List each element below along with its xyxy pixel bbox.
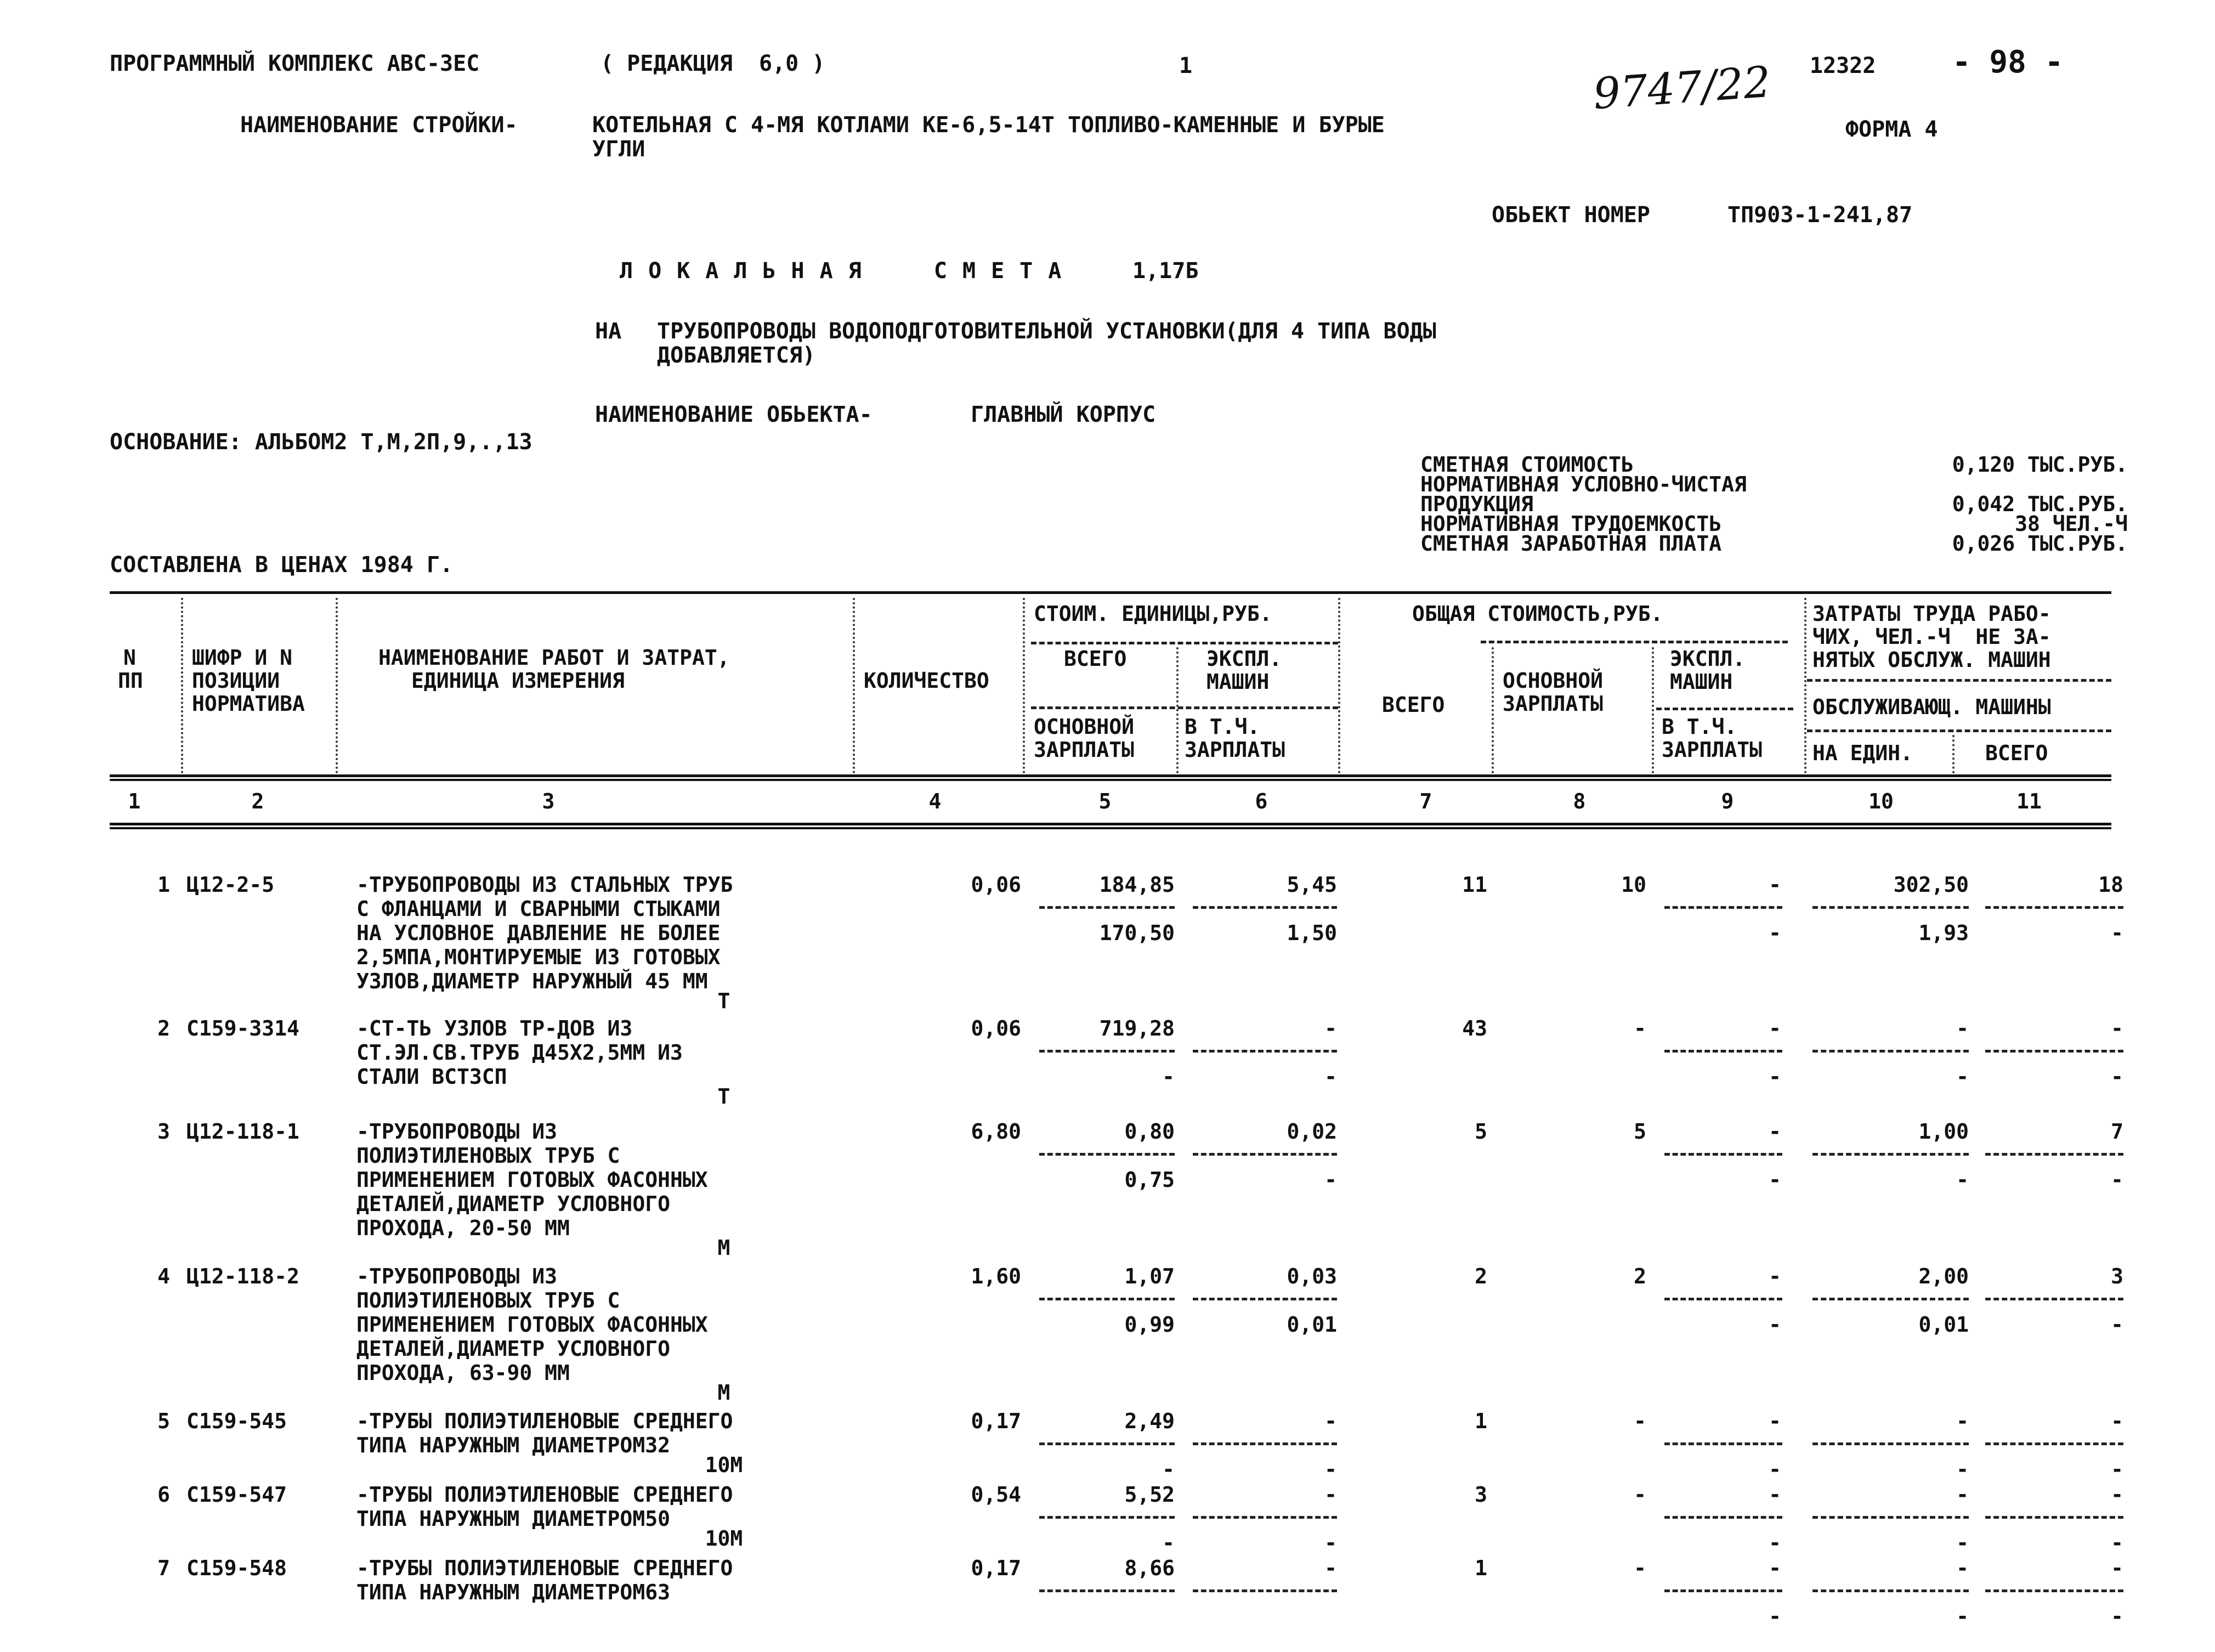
cell-separator	[1193, 1153, 1337, 1156]
row-description: ПОЛИЭТИЛЕНОВЫХ ТРУБ С	[356, 1288, 620, 1312]
head-desc-1: НАИМЕНОВАНИЕ РАБОТ И ЗАТРАТ,	[378, 646, 730, 670]
row-number: 1	[157, 873, 170, 897]
column-number: 6	[1255, 789, 1268, 813]
row-unit-incl-wage: -	[1324, 1531, 1337, 1555]
row-machine-labor-per-unit: -	[1956, 1457, 1969, 1481]
row-description: -СТ-ТЬ УЗЛОВ ТР-ДОВ ИЗ	[356, 1016, 633, 1040]
cell-separator	[1812, 1153, 1969, 1156]
cell-separator	[1812, 906, 1969, 909]
column-number: 2	[251, 789, 264, 813]
row-description: С ФЛАНЦАМИ И СВАРНЫМИ СТЫКАМИ	[356, 897, 721, 921]
row-unit-machines: -	[1324, 1409, 1337, 1433]
row-total: 43	[1462, 1016, 1487, 1040]
row-machine-labor-total: -	[2111, 1065, 2123, 1089]
cell-separator	[1985, 1153, 2123, 1156]
summary-label: СМЕТНАЯ ЗАРАБОТНАЯ ПЛАТА	[1420, 531, 1722, 556]
row-unit-wage: -	[1162, 1065, 1175, 1089]
row-unit: М	[717, 1381, 730, 1405]
row-unit-wage: 0,75	[1124, 1168, 1175, 1192]
row-unit-incl-wage: -	[1324, 1457, 1337, 1481]
row-code: Ц12-2-5	[186, 873, 275, 897]
row-description: СТ.ЭЛ.СВ.ТРУБ Д45Х2,5ММ ИЗ	[356, 1040, 683, 1065]
column-number: 1	[128, 789, 141, 813]
row-unit-total: 2,49	[1124, 1409, 1175, 1433]
object-value: ТП903-1-241,87	[1727, 202, 1913, 228]
cell-separator	[1193, 1298, 1337, 1300]
row-quantity: 1,60	[971, 1264, 1021, 1288]
cell-separator	[1193, 906, 1337, 909]
row-total-wage: 2	[1634, 1264, 1646, 1288]
row-total-wage: -	[1634, 1016, 1646, 1040]
program-name: ПРОГРАММНЫЙ КОМПЛЕКС АВС-3ЕС	[110, 51, 480, 76]
on-value-cont: ДОБАВЛЯЕТСЯ)	[657, 343, 815, 368]
row-total-machines: -	[1769, 1119, 1781, 1144]
cell-separator	[1039, 1442, 1175, 1445]
summary-label: СМЕТНАЯ СТОИМОСТЬ	[1420, 452, 1634, 477]
build-label: НАИМЕНОВАНИЕ СТРОЙКИ-	[240, 112, 518, 138]
row-labor-total: -	[2111, 1409, 2123, 1433]
row-labor-total: -	[2111, 1016, 2123, 1040]
head-qty: КОЛИЧЕСТВО	[864, 669, 989, 693]
row-machine-labor-per-unit: 0,01	[1918, 1312, 1969, 1337]
cell-separator	[1812, 1050, 1969, 1053]
row-description: ПРИМЕНЕНИЕМ ГОТОВЫХ ФАСОННЫХ	[356, 1312, 708, 1337]
head-unit-mach-2: МАШИН	[1206, 670, 1270, 694]
row-description: ТИПА НАРУЖНЫМ ДИАМЕТРОМ32	[356, 1433, 670, 1457]
row-total-wage: -	[1634, 1483, 1646, 1507]
doc-title-number: 1,17Б	[1132, 258, 1199, 284]
column-number: 4	[928, 789, 942, 813]
row-unit-total: 184,85	[1099, 873, 1175, 897]
head-total-incl-2: ЗАРПЛАТЫ	[1662, 738, 1763, 762]
object-name-value: ГЛАВНЫЙ КОРПУС	[971, 402, 1156, 427]
row-total-wage: -	[1634, 1409, 1646, 1433]
row-unit-incl-wage: -	[1324, 1065, 1337, 1089]
row-unit-machines: 5,45	[1287, 873, 1337, 897]
cell-separator	[1812, 1589, 1969, 1592]
row-number: 5	[157, 1409, 170, 1433]
row-labor-total: -	[2111, 1556, 2123, 1580]
row-total-machines: -	[1769, 1483, 1781, 1507]
cell-separator	[1039, 1050, 1175, 1053]
row-unit-total: 1,07	[1124, 1264, 1175, 1288]
cell-separator	[1812, 1442, 1969, 1445]
column-number: 3	[542, 789, 555, 813]
row-unit-wage: -	[1162, 1531, 1175, 1555]
row-description: ПРОХОДА, 63-90 ММ	[356, 1361, 570, 1385]
head-pp: ПП	[118, 669, 143, 693]
row-quantity: 0,54	[971, 1483, 1021, 1507]
row-description: ДЕТАЛЕЙ,ДИАМЕТР УСЛОВНОГО	[356, 1337, 670, 1361]
row-machine-labor-total: -	[2111, 1531, 2123, 1555]
row-unit-machines: -	[1324, 1556, 1337, 1580]
cell-separator	[1193, 1516, 1337, 1519]
row-total-incl-wage: -	[1769, 1168, 1781, 1192]
head-total-mach-1: ЭКСПЛ.	[1670, 647, 1746, 671]
row-machine-labor-total: -	[2111, 921, 2123, 945]
row-total: 2	[1475, 1264, 1487, 1288]
row-machine-labor-total: -	[2111, 1312, 2123, 1337]
row-unit-wage: 170,50	[1099, 921, 1175, 945]
row-total: 3	[1475, 1483, 1487, 1507]
head-code-1: ШИФР И N	[192, 646, 293, 670]
cell-separator	[1039, 906, 1175, 909]
head-per-unit: НА ЕДИН.	[1812, 741, 1913, 765]
row-description: НА УСЛОВНОЕ ДАВЛЕНИЕ НЕ БОЛЕЕ	[356, 921, 721, 945]
row-labor-per-unit: -	[1956, 1483, 1969, 1507]
cell-separator	[1664, 1589, 1782, 1592]
cell-separator	[1193, 1050, 1337, 1053]
row-unit-machines: 0,03	[1287, 1264, 1337, 1288]
summary-value: 0,120 ТЫС.РУБ.	[1952, 452, 2128, 477]
head-code-3: НОРМАТИВА	[192, 692, 305, 716]
head-total-all: ВСЕГО	[1382, 693, 1445, 717]
edition: ( РЕДАКЦИЯ 6,0 )	[601, 51, 825, 76]
cell-separator	[1985, 1050, 2123, 1053]
row-number: 6	[157, 1483, 170, 1507]
row-total: 5	[1475, 1119, 1487, 1144]
row-description: -ТРУБОПРОВОДЫ ИЗ СТАЛЬНЫХ ТРУБ	[356, 873, 733, 897]
column-number: 10	[1868, 789, 1894, 813]
row-total-machines: -	[1769, 1556, 1781, 1580]
row-machine-labor-total: -	[2111, 1457, 2123, 1481]
row-unit-machines: 0,02	[1287, 1119, 1337, 1144]
row-total-wage: -	[1634, 1556, 1646, 1580]
row-quantity: 0,17	[971, 1556, 1021, 1580]
cell-separator	[1039, 1153, 1175, 1156]
head-labor-sub: ОБСЛУЖИВАЮЩ. МАШИНЫ	[1812, 695, 2051, 719]
row-description: -ТРУБОПРОВОДЫ ИЗ	[356, 1264, 558, 1288]
row-unit-incl-wage: 0,01	[1287, 1312, 1337, 1337]
cell-separator	[1985, 1589, 2123, 1592]
summary-label: НОРМАТИВНАЯ УСЛОВНО-ЧИСТАЯ	[1420, 472, 1747, 496]
cell-separator	[1985, 1516, 2123, 1519]
row-number: 3	[157, 1119, 170, 1144]
row-total-incl-wage: -	[1769, 1604, 1781, 1628]
row-number: 7	[157, 1556, 170, 1580]
row-total-wage: 5	[1634, 1119, 1646, 1144]
column-number: 5	[1098, 789, 1112, 813]
row-code: Ц12-118-2	[186, 1264, 299, 1288]
row-unit-wage: 0,99	[1124, 1312, 1175, 1337]
row-unit-total: 8,66	[1124, 1556, 1175, 1580]
head-total-mach-2: МАШИН	[1670, 670, 1733, 694]
row-total-incl-wage: -	[1769, 1531, 1781, 1555]
row-labor-total: -	[2111, 1483, 2123, 1507]
row-unit: Т	[717, 1084, 730, 1108]
handwritten-number: 9747/22	[1591, 57, 1772, 120]
basis: ОСНОВАНИЕ: АЛЬБОМ2 Т,М,2П,9,.,13	[110, 429, 532, 455]
head-n: N	[123, 646, 136, 670]
row-code: С159-545	[186, 1409, 287, 1433]
cell-separator	[1039, 1298, 1175, 1300]
on-label: НА	[595, 319, 622, 344]
row-labor-per-unit: -	[1956, 1016, 1969, 1040]
row-unit-incl-wage: -	[1324, 1168, 1337, 1192]
row-description: ПРОХОДА, 20-50 ММ	[356, 1216, 570, 1240]
row-unit-wage: -	[1162, 1457, 1175, 1481]
row-description: ПРИМЕНЕНИЕМ ГОТОВЫХ ФАСОННЫХ	[356, 1168, 708, 1192]
row-quantity: 0,06	[971, 873, 1021, 897]
page-number: - 98 -	[1952, 44, 2064, 80]
cell-separator	[1985, 1298, 2123, 1300]
head-total-cost: ОБЩАЯ СТОИМОСТЬ,РУБ.	[1412, 602, 1663, 626]
head-labor-3: НЯТЫХ ОБСЛУЖ. МАШИН	[1812, 648, 2051, 672]
row-total-incl-wage: -	[1769, 1312, 1781, 1337]
summary-label: ПРОДУКЦИЯ	[1420, 492, 1533, 516]
column-number: 9	[1721, 789, 1734, 813]
head-unit-incl-1: В Т.Ч.	[1185, 715, 1260, 739]
build-value-cont: УГЛИ	[592, 137, 645, 162]
row-total-machines: -	[1769, 1409, 1781, 1433]
row-description: ДЕТАЛЕЙ,ДИАМЕТР УСЛОВНОГО	[356, 1192, 670, 1216]
column-number: 11	[2016, 789, 2042, 813]
row-labor-total: 18	[2098, 873, 2123, 897]
row-machine-labor-per-unit: -	[1956, 1168, 1969, 1192]
row-code: С159-547	[186, 1483, 287, 1507]
row-total-machines: -	[1769, 1016, 1781, 1040]
row-machine-labor-total: -	[2111, 1168, 2123, 1192]
row-number: 4	[157, 1264, 170, 1288]
row-unit: 10М	[705, 1526, 743, 1551]
row-total-incl-wage: -	[1769, 921, 1781, 945]
row-unit: 10М	[705, 1453, 743, 1477]
row-description: -ТРУБЫ ПОЛИЭТИЛЕНОВЫЕ СРЕДНЕГО	[356, 1409, 733, 1433]
head-unit-mach-1: ЭКСПЛ.	[1206, 647, 1282, 671]
row-unit-incl-wage: 1,50	[1287, 921, 1337, 945]
prices-note: СОСТАВЛЕНА В ЦЕНАХ 1984 Г.	[110, 552, 454, 578]
row-code: С159-3314	[186, 1016, 299, 1040]
head-total-wage-1: ОСНОВНОЙ	[1503, 669, 1604, 693]
object-name-label: НАИМЕНОВАНИЕ ОБЬЕКТА-	[595, 402, 873, 427]
head-total-incl-1: В Т.Ч.	[1662, 715, 1737, 739]
summary-label: НОРМАТИВНАЯ ТРУДОЕМКОСТЬ	[1420, 512, 1722, 536]
row-description: УЗЛОВ,ДИАМЕТР НАРУЖНЫЙ 45 ММ	[356, 969, 708, 993]
row-code: Ц12-118-1	[186, 1119, 299, 1144]
row-number: 2	[157, 1016, 170, 1040]
head-unit-incl-2: ЗАРПЛАТЫ	[1185, 738, 1285, 762]
row-quantity: 6,80	[971, 1119, 1021, 1144]
row-unit-total: 5,52	[1124, 1483, 1175, 1507]
on-value: ТРУБОПРОВОДЫ ВОДОПОДГОТОВИТЕЛЬНОЙ УСТАНОВКИ(ДЛЯ 4 ТИПА ВОДЫ	[657, 319, 1436, 344]
row-unit-machines: -	[1324, 1016, 1337, 1040]
head-total-wage-2: ЗАРПЛАТЫ	[1503, 692, 1604, 716]
sheet-number: 1	[1179, 53, 1193, 78]
form-label: ФОРМА 4	[1845, 117, 1938, 142]
row-code: С159-548	[186, 1556, 287, 1580]
row-labor-total: 3	[2111, 1264, 2123, 1288]
head-labor-total: ВСЕГО	[1985, 741, 2048, 765]
cell-separator	[1664, 906, 1782, 909]
row-unit-machines: -	[1324, 1483, 1337, 1507]
row-total-machines: -	[1769, 1264, 1781, 1288]
cell-separator	[1664, 1153, 1782, 1156]
row-machine-labor-per-unit: -	[1956, 1065, 1969, 1089]
row-labor-per-unit: -	[1956, 1556, 1969, 1580]
cell-separator	[1039, 1516, 1175, 1519]
cell-separator	[1664, 1442, 1782, 1445]
column-number: 8	[1573, 789, 1586, 813]
row-total: 1	[1475, 1556, 1487, 1580]
summary-value: 0,026 ТЫС.РУБ.	[1952, 531, 2128, 556]
head-labor-2: ЧИХ, ЧЕЛ.-Ч НЕ ЗА-	[1812, 625, 2051, 649]
head-desc-2: ЕДИНИЦА ИЗМЕРЕНИЯ	[411, 669, 625, 693]
row-machine-labor-per-unit: -	[1956, 1531, 1969, 1555]
row-unit: Т	[717, 989, 730, 1013]
cell-separator	[1664, 1516, 1782, 1519]
cell-separator	[1664, 1050, 1782, 1053]
object-label: ОБЬЕКТ НОМЕР	[1492, 202, 1650, 228]
row-machine-labor-per-unit: 1,93	[1918, 921, 1969, 945]
build-value: КОТЕЛЬНАЯ С 4-МЯ КОТЛАМИ КЕ-6,5-14Т ТОПЛИВО-КАМЕННЫЕ И БУРЫЕ	[592, 112, 1385, 138]
row-total-incl-wage: -	[1769, 1457, 1781, 1481]
head-unit-wage-1: ОСНОВНОЙ	[1034, 715, 1135, 739]
row-description: -ТРУБЫ ПОЛИЭТИЛЕНОВЫЕ СРЕДНЕГО	[356, 1556, 733, 1580]
row-total-wage: 10	[1621, 873, 1646, 897]
row-machine-labor-total: -	[2111, 1604, 2123, 1628]
row-description: ПОЛИЭТИЛЕНОВЫХ ТРУБ С	[356, 1144, 620, 1168]
row-unit: М	[717, 1236, 730, 1260]
row-quantity: 0,17	[971, 1409, 1021, 1433]
head-unit-wage-2: ЗАРПЛАТЫ	[1034, 738, 1135, 762]
row-total: 11	[1462, 873, 1487, 897]
cell-separator	[1193, 1589, 1337, 1592]
row-description: ТИПА НАРУЖНЫМ ДИАМЕТРОМ63	[356, 1580, 670, 1604]
row-total: 1	[1475, 1409, 1487, 1433]
row-quantity: 0,06	[971, 1016, 1021, 1040]
row-total-machines: -	[1769, 873, 1781, 897]
head-labor-1: ЗАТРАТЫ ТРУДА РАБО-	[1812, 602, 2051, 626]
row-unit-total: 719,28	[1099, 1016, 1175, 1040]
row-labor-total: 7	[2111, 1119, 2123, 1144]
head-unit-cost: СТОИМ. ЕДИНИЦЫ,РУБ.	[1034, 602, 1272, 626]
row-description: -ТРУБОПРОВОДЫ ИЗ	[356, 1119, 558, 1144]
head-code-2: ПОЗИЦИИ	[192, 669, 280, 693]
cell-separator	[1985, 906, 2123, 909]
cell-separator	[1812, 1516, 1969, 1519]
row-description: СТАЛИ ВСТ3СП	[356, 1065, 507, 1089]
row-labor-per-unit: 2,00	[1918, 1264, 1969, 1288]
row-labor-per-unit: 302,50	[1893, 873, 1969, 897]
code-number: 12322	[1810, 53, 1876, 78]
row-labor-per-unit: 1,00	[1918, 1119, 1969, 1144]
column-number: 7	[1419, 789, 1432, 813]
doc-title: ЛОКАЛЬНАЯ СМЕТА	[620, 258, 1077, 284]
head-unit-total: ВСЕГО	[1064, 647, 1127, 671]
cell-separator	[1985, 1442, 2123, 1445]
row-description: -ТРУБЫ ПОЛИЭТИЛЕНОВЫЕ СРЕДНЕГО	[356, 1483, 733, 1507]
row-unit-total: 0,80	[1124, 1119, 1175, 1144]
row-labor-per-unit: -	[1956, 1409, 1969, 1433]
cell-separator	[1039, 1589, 1175, 1592]
row-total-incl-wage: -	[1769, 1065, 1781, 1089]
summary-value: 38 ЧЕЛ.-Ч	[2015, 512, 2128, 536]
row-machine-labor-per-unit: -	[1956, 1604, 1969, 1628]
row-description: ТИПА НАРУЖНЫМ ДИАМЕТРОМ50	[356, 1507, 670, 1531]
cell-separator	[1193, 1442, 1337, 1445]
row-description: 2,5МПА,МОНТИРУЕМЫЕ ИЗ ГОТОВЫХ	[356, 945, 721, 969]
cell-separator	[1812, 1298, 1969, 1300]
cell-separator	[1664, 1298, 1782, 1300]
summary-value: 0,042 ТЫС.РУБ.	[1952, 492, 2128, 516]
